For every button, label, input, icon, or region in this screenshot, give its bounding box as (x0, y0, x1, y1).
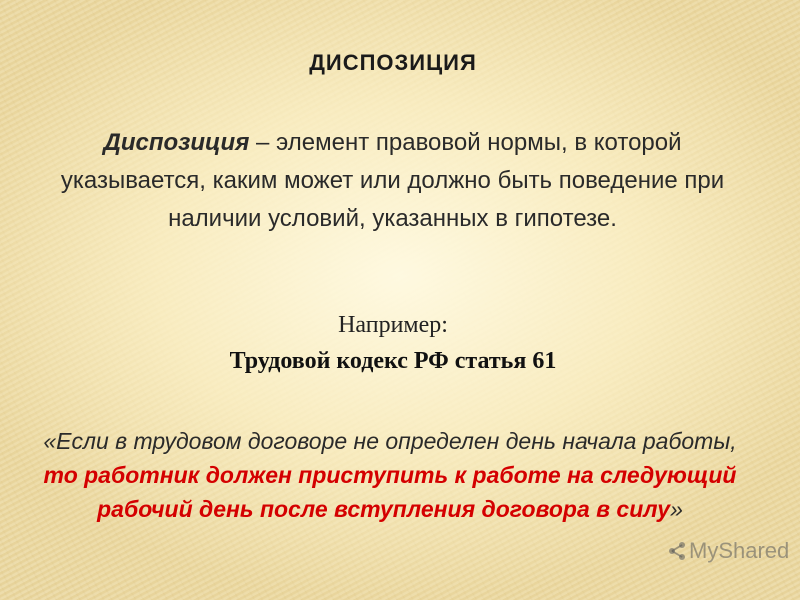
watermark (668, 536, 789, 566)
watermark-text: MyShared (689, 538, 790, 563)
definition-term: Диспозиция (103, 129, 250, 156)
share-icon (668, 541, 686, 561)
quote-open-mark: « (43, 428, 57, 454)
definition-paragraph (40, 124, 745, 238)
quote-highlighted-text: то работник должен приступить к работе на следующий рабочий день после вступления договора в силу (43, 462, 737, 522)
example-label: Например: (338, 312, 448, 338)
quote-close-mark: » (670, 496, 683, 522)
slide-title: ДИСПОЗИЦИЯ (309, 50, 477, 75)
quote-plain-text: Если в трудовом договоре не определен день начала работы, (56, 428, 737, 454)
law-quote (30, 424, 750, 526)
definition-text: – элемент правовой нормы, в которой указывается, каким может или должно быть поведение при наличии условий, указанных в гипотезе. (60, 129, 725, 232)
article-reference: Трудовой кодекс РФ статья 61 (229, 348, 557, 374)
